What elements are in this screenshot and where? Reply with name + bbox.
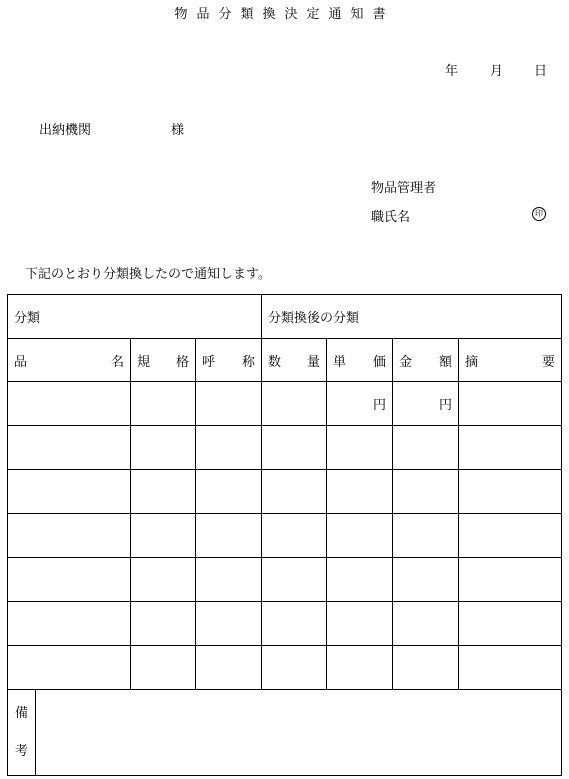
- unit-price-cell[interactable]: [327, 470, 393, 514]
- qty-cell[interactable]: [262, 646, 327, 690]
- name-cell[interactable]: [8, 646, 131, 690]
- header-qty: [262, 339, 327, 382]
- term-cell[interactable]: [196, 382, 262, 426]
- spec-cell[interactable]: [131, 646, 196, 690]
- header-amount: [393, 339, 459, 382]
- summary-cell[interactable]: [459, 382, 562, 426]
- header-amount-char: 額: [439, 354, 453, 370]
- spec-cell[interactable]: [131, 426, 196, 470]
- header-spec-char: 規: [137, 354, 151, 370]
- date-month-label: 月: [490, 64, 504, 79]
- header-spec: [131, 339, 196, 382]
- new-classification-label: 分類換後の分類: [268, 311, 360, 326]
- sender-name-label: 職氏名: [371, 210, 411, 225]
- header-qty-char: 量: [307, 354, 321, 370]
- classification-table: [7, 294, 562, 776]
- qty-cell[interactable]: [262, 426, 327, 470]
- new-classification-cell: [262, 295, 562, 339]
- header-name-char: 名: [110, 354, 124, 370]
- amount-cell[interactable]: [393, 602, 459, 646]
- header-unit-price-char: 単: [333, 354, 347, 370]
- qty-cell[interactable]: [262, 514, 327, 558]
- header-term-char: 称: [242, 354, 256, 370]
- summary-cell[interactable]: [459, 602, 562, 646]
- remarks-label: [8, 690, 36, 776]
- yen-unit: 円: [439, 398, 453, 413]
- classification-label: 分類: [14, 311, 41, 326]
- header-name: [8, 339, 131, 382]
- unit-price-cell[interactable]: [327, 602, 393, 646]
- summary-cell[interactable]: [459, 558, 562, 602]
- name-cell[interactable]: [8, 558, 131, 602]
- summary-cell[interactable]: [459, 470, 562, 514]
- table-row: [8, 382, 562, 426]
- table-row: [8, 602, 562, 646]
- amount-cell[interactable]: [393, 382, 459, 426]
- amount-cell[interactable]: [393, 558, 459, 602]
- seal-mark: 印: [532, 207, 546, 221]
- header-summary-char: 要: [542, 354, 556, 370]
- qty-cell[interactable]: [262, 382, 327, 426]
- summary-cell[interactable]: [459, 426, 562, 470]
- name-cell[interactable]: [8, 514, 131, 558]
- addressee-label: 出納機関: [39, 123, 92, 138]
- addressee-honorific: 様: [171, 123, 185, 138]
- name-cell[interactable]: [8, 382, 131, 426]
- unit-price-cell[interactable]: [327, 382, 393, 426]
- term-cell[interactable]: [196, 426, 262, 470]
- term-cell[interactable]: [196, 602, 262, 646]
- unit-price-cell[interactable]: [327, 558, 393, 602]
- table-row: [8, 646, 562, 690]
- spec-cell[interactable]: [131, 382, 196, 426]
- summary-cell[interactable]: [459, 646, 562, 690]
- qty-cell[interactable]: [262, 602, 327, 646]
- spec-cell[interactable]: [131, 602, 196, 646]
- unit-price-cell[interactable]: [327, 514, 393, 558]
- header-summary: [459, 339, 562, 382]
- header-summary-char: 摘: [465, 354, 479, 370]
- header-spec-char: 格: [175, 354, 189, 370]
- term-cell[interactable]: [196, 558, 262, 602]
- amount-cell[interactable]: [393, 646, 459, 690]
- table-row: [8, 426, 562, 470]
- amount-cell[interactable]: [393, 514, 459, 558]
- name-cell[interactable]: [8, 426, 131, 470]
- table-row: [8, 558, 562, 602]
- header-amount-char: 金: [399, 354, 413, 370]
- remarks-field[interactable]: [36, 690, 562, 776]
- classification-cell: [8, 295, 262, 339]
- header-unit-price: [327, 339, 393, 382]
- term-cell[interactable]: [196, 470, 262, 514]
- header-term-char: 呼: [202, 354, 216, 370]
- header-unit-price-char: 価: [373, 354, 387, 370]
- remarks-char: 考: [14, 743, 28, 759]
- spec-cell[interactable]: [131, 514, 196, 558]
- name-cell[interactable]: [8, 602, 131, 646]
- table-row: [8, 514, 562, 558]
- term-cell[interactable]: [196, 514, 262, 558]
- intro-text: 下記のとおり分類換したので通知します。: [25, 267, 271, 282]
- document-title: 物品分類換決定通知書: [174, 7, 395, 22]
- yen-unit: 円: [373, 398, 387, 413]
- term-cell[interactable]: [196, 646, 262, 690]
- header-qty-char: 数: [268, 354, 282, 370]
- name-cell[interactable]: [8, 470, 131, 514]
- qty-cell[interactable]: [262, 470, 327, 514]
- table-row: [8, 470, 562, 514]
- amount-cell[interactable]: [393, 426, 459, 470]
- date-year-label: 年: [445, 64, 459, 79]
- date-day-label: 日: [534, 64, 548, 79]
- qty-cell[interactable]: [262, 558, 327, 602]
- header-term: [196, 339, 262, 382]
- unit-price-cell[interactable]: [327, 426, 393, 470]
- spec-cell[interactable]: [131, 558, 196, 602]
- amount-cell[interactable]: [393, 470, 459, 514]
- header-name-char: 品: [14, 354, 28, 370]
- remarks-char: 備: [14, 705, 28, 721]
- unit-price-cell[interactable]: [327, 646, 393, 690]
- remarks-row: [8, 690, 562, 776]
- spec-cell[interactable]: [131, 470, 196, 514]
- summary-cell[interactable]: [459, 514, 562, 558]
- sender-role: 物品管理者: [371, 181, 437, 196]
